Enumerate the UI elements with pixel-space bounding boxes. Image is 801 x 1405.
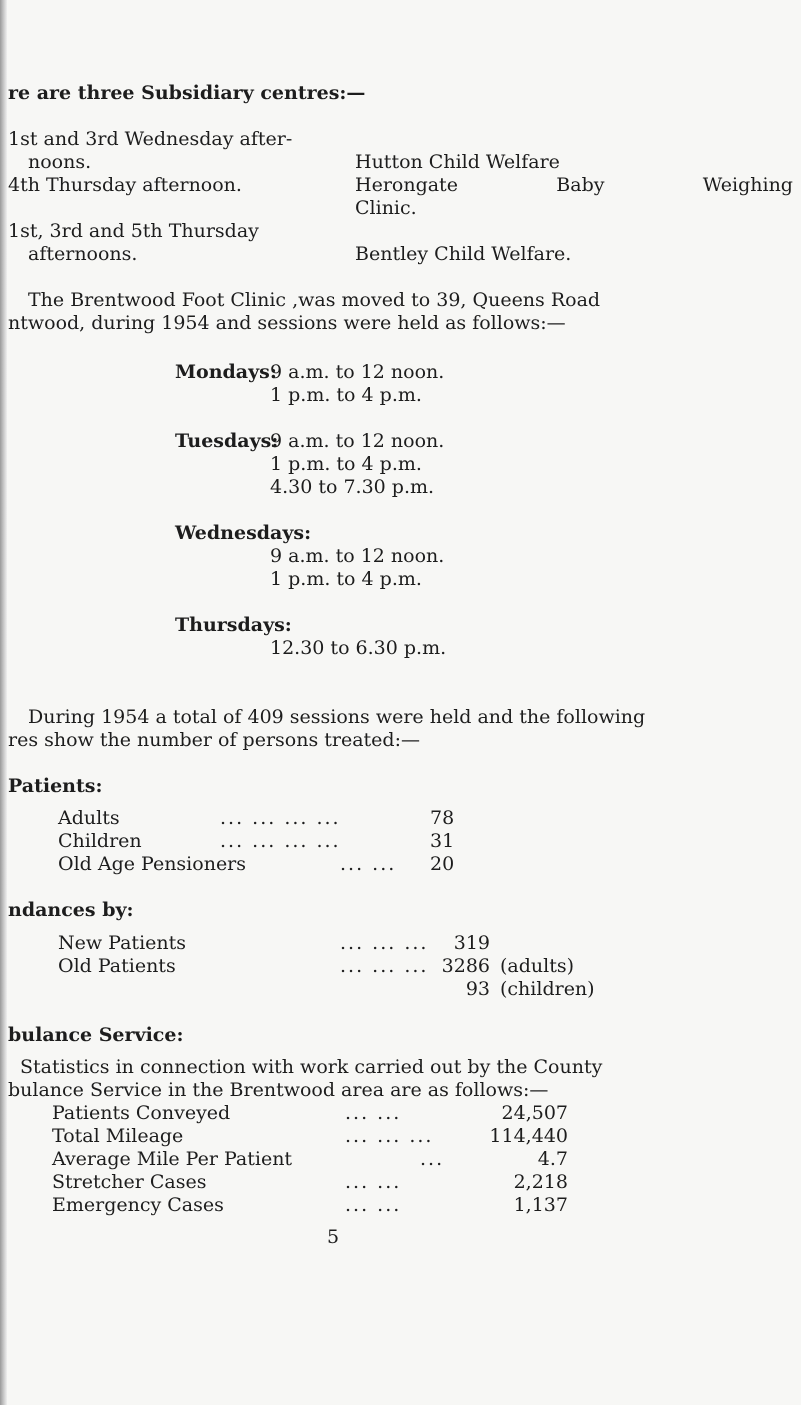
- time-line: 1 p.m. to 4 p.m.: [270, 453, 422, 475]
- patients-value: 20: [430, 853, 455, 875]
- time-line: 12.30 to 6.30 p.m.: [270, 637, 447, 659]
- attendance-value: 3286: [441, 955, 490, 977]
- centre-name-justified: [355, 174, 793, 197]
- ambulance-paragraph-line: bulance Service in the Brentwood area are as follows:—: [8, 1079, 549, 1101]
- centre-word: Weighing: [702, 174, 793, 196]
- page-number: 5: [327, 1226, 340, 1248]
- subsidiary-heading: re are three Subsidiary centres:—: [8, 82, 366, 104]
- foot-clinic-paragraph-line: The Brentwood Foot Clinic ,was moved to 39, Queens Road: [28, 289, 601, 311]
- ambulance-paragraph-line: Statistics in connection with work carried out by the County: [20, 1056, 603, 1078]
- centre-name: Hutton Child Welfare: [355, 151, 560, 173]
- day-label: Wednesdays:: [175, 522, 312, 544]
- time-line: 9 a.m. to 12 noon.: [270, 430, 445, 452]
- ambulance-stat-value: 24,507: [501, 1102, 568, 1124]
- time-line: 9 a.m. to 12 noon.: [270, 361, 445, 383]
- leader-dots: ...: [420, 1148, 445, 1170]
- leader-dots: ... ... ... ...: [220, 807, 341, 829]
- schedule-line: noons.: [28, 151, 92, 173]
- schedule-line: 1st and 3rd Wednesday after-: [8, 128, 293, 150]
- ambulance-stat-label: Average Mile Per Patient: [52, 1148, 293, 1170]
- centre-name: Bentley Child Welfare.: [355, 243, 572, 265]
- sessions-paragraph-line: During 1954 a total of 409 sessions were held and the following: [28, 706, 646, 728]
- ambulance-stat-value: 2,218: [513, 1171, 568, 1193]
- attendance-value: 319: [453, 932, 490, 954]
- leader-dots: ... ...: [345, 1171, 402, 1193]
- ambulance-stat-label: Patients Conveyed: [52, 1102, 231, 1124]
- time-line: 9 a.m. to 12 noon.: [270, 545, 445, 567]
- leader-dots: ... ...: [345, 1102, 402, 1124]
- leader-dots: ... ... ...: [345, 1125, 434, 1147]
- time-line: 1 p.m. to 4 p.m.: [270, 568, 422, 590]
- ambulance-stat-value: 1,137: [513, 1194, 568, 1216]
- sessions-paragraph-line: res show the number of persons treated:—: [8, 729, 420, 751]
- leader-dots: ... ... ...: [340, 932, 429, 954]
- patients-value: 31: [430, 830, 455, 852]
- leader-dots: ... ... ... ...: [220, 830, 341, 852]
- centre-word: Herongate: [355, 174, 458, 196]
- ambulance-stat-label: Stretcher Cases: [52, 1171, 207, 1193]
- leader-dots: ... ...: [340, 853, 397, 875]
- day-label: Mondays:: [175, 361, 277, 383]
- time-line: 4.30 to 7.30 p.m.: [270, 476, 435, 498]
- attendance-note: (adults): [500, 955, 575, 977]
- attendance-value: 93: [465, 978, 490, 1000]
- ambulance-stat-label: Emergency Cases: [52, 1194, 224, 1216]
- ambulance-stat-value: 4.7: [537, 1148, 568, 1170]
- attendances-heading: ndances by:: [8, 899, 134, 921]
- patients-value: 78: [430, 807, 455, 829]
- day-label: Thursdays:: [175, 614, 292, 636]
- schedule-line: afternoons.: [28, 243, 138, 265]
- leader-dots: ... ... ...: [340, 955, 429, 977]
- foot-clinic-paragraph-line: ntwood, during 1954 and sessions were held as follows:—: [8, 312, 566, 334]
- page-binding-edge: [0, 0, 7, 1405]
- ambulance-heading: bulance Service:: [8, 1024, 184, 1046]
- centre-word: Baby: [556, 174, 605, 196]
- schedule-line: 1st, 3rd and 5th Thursday: [8, 220, 259, 242]
- attendance-label: Old Patients: [58, 955, 176, 977]
- time-line: 1 p.m. to 4 p.m.: [270, 384, 422, 406]
- patients-heading: Patients:: [8, 775, 103, 797]
- schedule-line: 4th Thursday afternoon.: [8, 174, 242, 196]
- attendance-note: (children): [500, 978, 595, 1000]
- leader-dots: ... ...: [345, 1194, 402, 1216]
- day-label: Tuesdays:: [175, 430, 279, 452]
- patients-label: Old Age Pensioners: [58, 853, 247, 875]
- attendance-label: New Patients: [58, 932, 187, 954]
- patients-label: Adults: [58, 807, 120, 829]
- centre-name-cont: Clinic.: [355, 197, 417, 219]
- ambulance-stat-label: Total Mileage: [52, 1125, 184, 1147]
- ambulance-stat-value: 114,440: [489, 1125, 568, 1147]
- patients-label: Children: [58, 830, 142, 852]
